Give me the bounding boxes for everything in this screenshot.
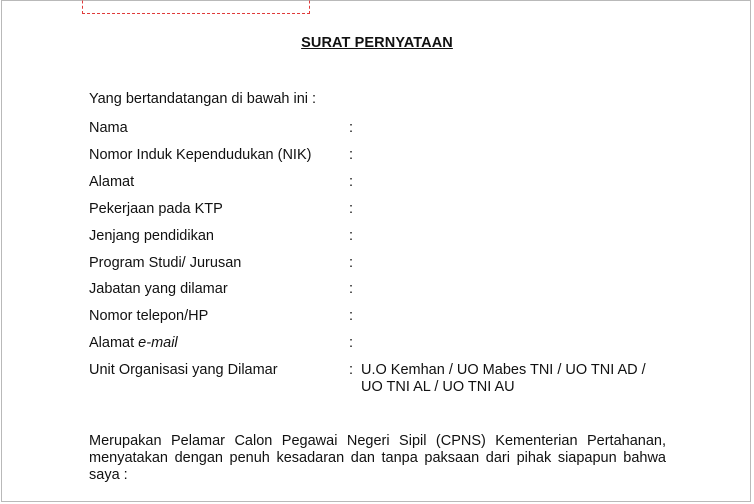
field-colon: : (349, 308, 354, 324)
field-label-nik: Nomor Induk Kependudukan (NIK) (89, 147, 312, 163)
statement-paragraph: Merupakan Pelamar Calon Pegawai Negeri Sipil (CPNS) Kementerian Pertahanan, menyatakan dengan penuh kesadaran dan tanpa paksaan dari pihak siapapun bahwa saya : (89, 433, 666, 483)
field-label-email-prefix: Alamat (89, 335, 139, 351)
field-label-program-studi: Program Studi/ Jurusan (89, 255, 242, 271)
field-label-nama: Nama (89, 120, 128, 136)
field-colon: : (349, 281, 354, 297)
field-label-jenjang-pendidikan: Jenjang pendidikan (89, 228, 214, 244)
field-colon: : (349, 120, 354, 136)
field-colon: : (349, 255, 354, 271)
field-colon: : (349, 335, 354, 351)
field-colon: : (349, 201, 354, 217)
unit-organisasi-line-1: U.O Kemhan / UO Mabes TNI / UO TNI AD / (361, 362, 646, 378)
photo-placeholder-box (82, 0, 310, 14)
document-page (1, 0, 751, 502)
intro-text: Yang bertandatangan di bawah ini : (89, 91, 317, 107)
unit-organisasi-line-2: UO TNI AL / UO TNI AU (361, 379, 515, 395)
field-colon: : (349, 174, 354, 190)
field-colon: : (349, 228, 354, 244)
field-label-email (89, 335, 178, 351)
document-title: SURAT PERNYATAAN (301, 35, 453, 51)
field-label-email-italic: e-mail (138, 335, 178, 351)
field-label-jabatan: Jabatan yang dilamar (89, 281, 228, 297)
field-colon: : (349, 362, 354, 378)
field-colon: : (349, 147, 354, 163)
unit-organisasi-value (361, 362, 646, 396)
field-label-alamat: Alamat (89, 174, 135, 190)
field-label-telepon: Nomor telepon/HP (89, 308, 209, 324)
field-label-unit-organisasi: Unit Organisasi yang Dilamar (89, 362, 278, 378)
field-label-pekerjaan: Pekerjaan pada KTP (89, 201, 223, 217)
